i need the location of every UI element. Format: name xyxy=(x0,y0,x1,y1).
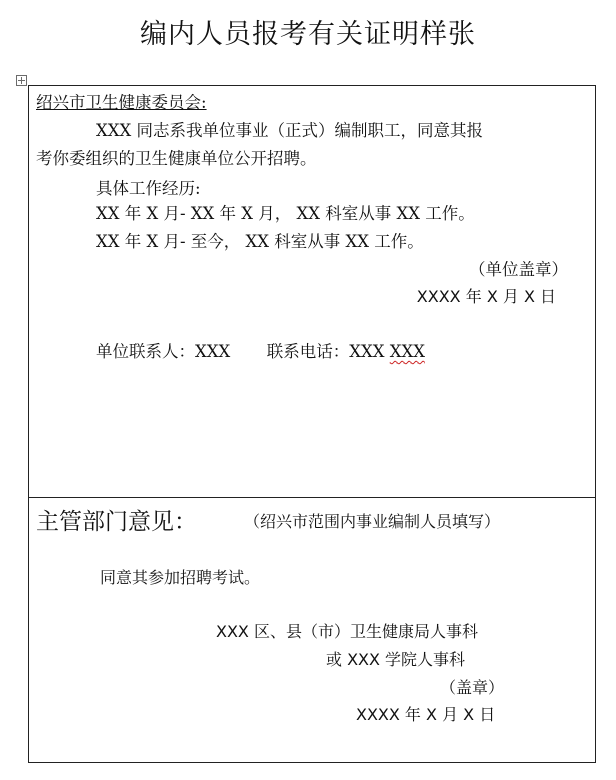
unit-seal-label: （单位盖章） xyxy=(469,260,568,279)
table-move-handle-icon[interactable] xyxy=(16,75,27,86)
contact-line xyxy=(96,341,425,363)
experience-item: XX 年 X 月- 至今， XX 科室从事 XX 工作。 xyxy=(96,232,424,251)
department-opinion-note: （绍兴市范围内事业编制人员填写） xyxy=(244,512,501,531)
department-opinion-heading: 主管部门意见： xyxy=(36,509,197,535)
paragraph-line-2: 考你委组织的卫生健康单位公开招聘。 xyxy=(36,149,317,168)
document-title: 编内人员报考有关证明样张 xyxy=(140,19,476,50)
paragraph-line-1: XXX 同志系我单位事业（正式）编制职工，同意其报 xyxy=(96,121,483,140)
table-row-divider xyxy=(28,497,596,498)
department-date: XXXX 年 X 月 X 日 xyxy=(356,705,496,724)
contact-phone-label: 联系电话：XXX xyxy=(266,342,390,361)
contact-phone-value: XXX xyxy=(389,342,425,361)
experience-heading: 具体工作经历: xyxy=(96,179,201,198)
department-consent: 同意其参加招聘考试。 xyxy=(100,568,261,587)
salutation: 绍兴市卫生健康委员会: xyxy=(36,93,207,112)
contact-person: 单位联系人：XXX xyxy=(96,342,231,361)
department-seal-label: （盖章） xyxy=(440,678,505,697)
unit-date: XXXX 年 X 月 X 日 xyxy=(416,287,556,306)
department-name-line-1: XXX 区、县（市）卫生健康局人事科 xyxy=(216,622,478,641)
department-name-line-2: 或 XXX 学院人事科 xyxy=(326,650,466,669)
experience-item: XX 年 X 月- XX 年 X 月， XX 科室从事 XX 工作。 xyxy=(96,204,475,223)
